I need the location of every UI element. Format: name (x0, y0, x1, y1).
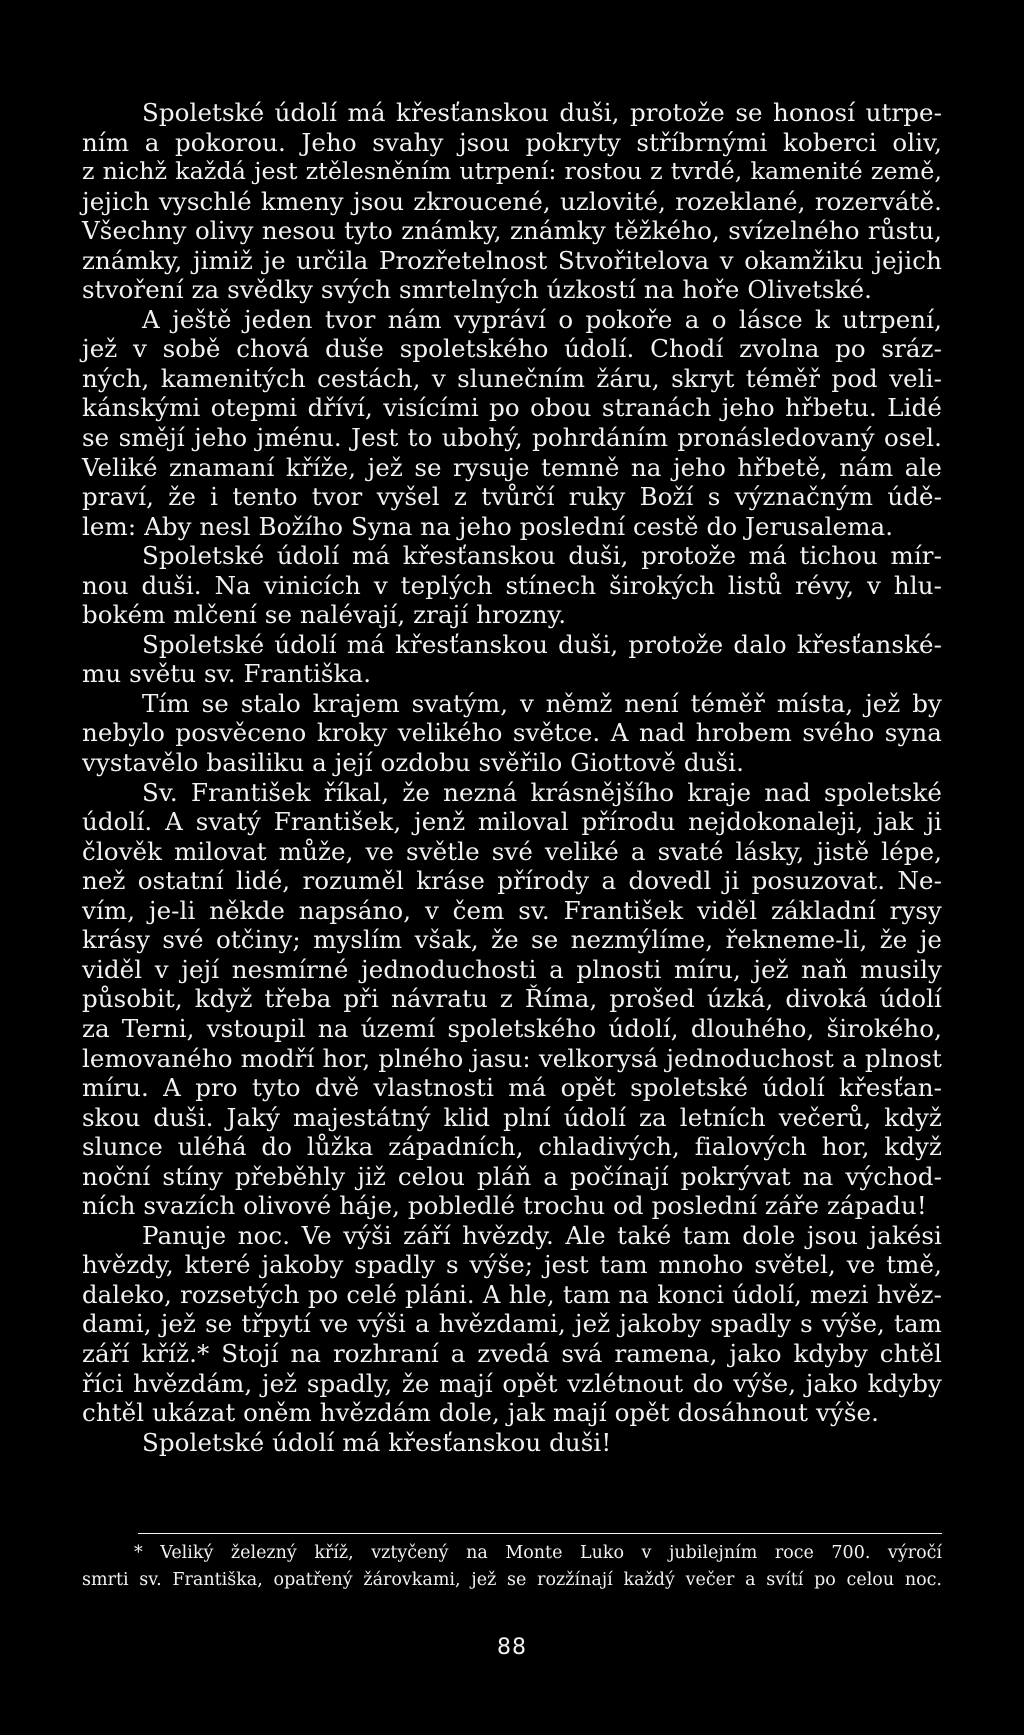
text-line: krásy své otčiny; myslím však, že se nezmýlíme, řekneme-li, že je (82, 925, 942, 955)
text-line: viděl v její nesmírné jednoduchosti a plnosti míru, jež naň musily (82, 954, 942, 984)
text-line: Sv. František říkal, že nezná krásnějšího kraje nad spoletské (142, 777, 942, 807)
text-line: kánskými otepmi dříví, visícími po obou stranách jeho hřbetu. Lidé (82, 393, 942, 423)
text-line: lemovaného modří hor, plného jasu: velkorysá jednoduchost a plnost (82, 1043, 942, 1073)
text-line: se smějí jeho jménu. Jest to ubohý, pohrdáním pronásledovaný osel. (82, 423, 942, 453)
text-line: vím, je-li někde napsáno, v čem sv. František viděl základní rysy (82, 895, 942, 925)
text-line: Panuje noc. Ve výši září hvězdy. Ale také tam dole jsou jakési (142, 1220, 942, 1250)
text-line: ních svazích olivové háje, pobledlé trochu od poslední záře západu! (82, 1191, 927, 1221)
footnote-line: * Veliký železný kříž, vztyčený na Monte Luko v jubilejním roce 700. výročí (134, 1543, 942, 1563)
footnote (82, 1540, 942, 1594)
text-line: slunce uléhá do lůžka západních, chladivých, fialových hor, když (82, 1132, 942, 1162)
text-line: říci hvězdám, jež spadly, že mají opět vzlétnout do výše, jako kdyby (82, 1368, 942, 1398)
text-line: stvoření za svědky svých smrtelných úzkostí na hoře Olivetské. (82, 275, 873, 305)
text-line: ním a pokorou. Jeho svahy jsou pokryty stříbrnými koberci oliv, (82, 127, 942, 157)
text-line: nebylo posvěceno kroky velikého světce. A nad hrobem svého syna (82, 718, 942, 748)
text-line: skou duši. Jaký majestátný klid plní údolí za letních večerů, když (82, 1102, 942, 1132)
text-line: než ostatní lidé, rozuměl kráse přírody a dovedl ji posuzovat. Ne- (82, 866, 942, 896)
text-line: Spoletské údolí má křesťanskou duši, protože má tichou mír- (142, 541, 942, 571)
text-line: za Terni, vstoupil na území spoletského údolí, dlouhého, širokého, (82, 1013, 942, 1043)
text-line: z nichž každá jest ztělesněním utrpení: rostou z tvrdé, kamenité země, (82, 157, 942, 186)
text-line: známky, jimiž je určila Prozřetelnost Stvořitelova v okamžiku jejich (82, 245, 942, 275)
page-number: 88 (497, 1635, 527, 1660)
page-text (82, 98, 942, 1457)
text-line: údolí. A svatý František, jenž miloval přírodu nejdokonaleji, jak ji (82, 807, 942, 837)
text-line: praví, že i tento tvor vyšel z tvůrčí ruky Boží s význačným údě- (82, 482, 942, 512)
text-line: nou duši. Na vinicích v teplých stínech širokých listů révy, v hlu- (82, 570, 942, 600)
text-line: ných, kamenitých cestách, v slunečním žáru, skryt téměř pod veli- (82, 363, 942, 393)
text-line: A ještě jeden tvor nám vypráví o pokoře a o lásce k utrpení, (142, 304, 942, 334)
text-line: jejich vyschlé kmeny jsou zkroucené, uzlovité, rozeklané, rozervátě. (82, 186, 942, 216)
text-line: Spoletské údolí má křesťanskou duši, protože se honosí utrpe- (142, 98, 942, 127)
text-line: chtěl ukázat oněm hvězdám dole, jak mají opět dosáhnout výše. (82, 1398, 880, 1428)
text-line: daleko, rozsetých po celé pláni. A hle, tam na konci údolí, mezi hvěz- (82, 1279, 942, 1309)
text-line: Spoletské údolí má křesťanskou duši, protože dalo křesťanské- (142, 629, 942, 659)
text-line: míru. A pro tyto dvě vlastnosti má opět spoletské údolí křesťan- (82, 1073, 942, 1103)
text-line: bokém mlčení se nalévají, zrají hrozny. (82, 600, 567, 630)
text-line: vystavělo basiliku a její ozdobu svěřilo Giottově duši. (82, 748, 744, 778)
text-line: lem: Aby nesl Božího Syna na jeho poslední cestě do Jerusalema. (82, 511, 894, 541)
footnote-divider (138, 1533, 942, 1534)
text-line: člověk milovat může, ve světle své veliké a svaté lásky, jistě lépe, (82, 836, 942, 866)
text-line: hvězdy, které jakoby spadly s výše; jest tam mnoho světel, ve tmě, (82, 1250, 942, 1280)
text-line: září kříž.* Stojí na rozhraní a zvedá svá ramena, jako kdyby chtěl (82, 1338, 942, 1368)
text-line: působit, když třeba při návratu z Říma, prošed úzká, divoká údolí (82, 984, 942, 1014)
text-line: Tím se stalo krajem svatým, v němž není téměř místa, jež by (142, 688, 942, 718)
text-line: Veliké znamaní kříže, jež se rysuje temně na jeho hřbetě, nám ale (82, 452, 942, 482)
text-line: mu světu sv. Františka. (82, 659, 372, 689)
text-line: dami, jež se třpytí ve výši a hvězdami, jež jakoby spadly s výše, tam (82, 1309, 942, 1339)
text-line: noční stíny přeběhly již celou pláň a počínají pokrývat na východ- (82, 1161, 942, 1191)
footnote-line: smrti sv. Františka, opatřený žárovkami, jež se rozžínají každý večer a svítí po celou noc. (82, 1570, 942, 1590)
text-line: Všechny olivy nesou tyto známky, známky těžkého, svízelného růstu, (82, 216, 942, 246)
text-line: jež v sobě chová duše spoletského údolí. Chodí zvolna po sráz- (82, 334, 942, 364)
text-line: Spoletské údolí má křesťanskou duši! (142, 1427, 612, 1457)
